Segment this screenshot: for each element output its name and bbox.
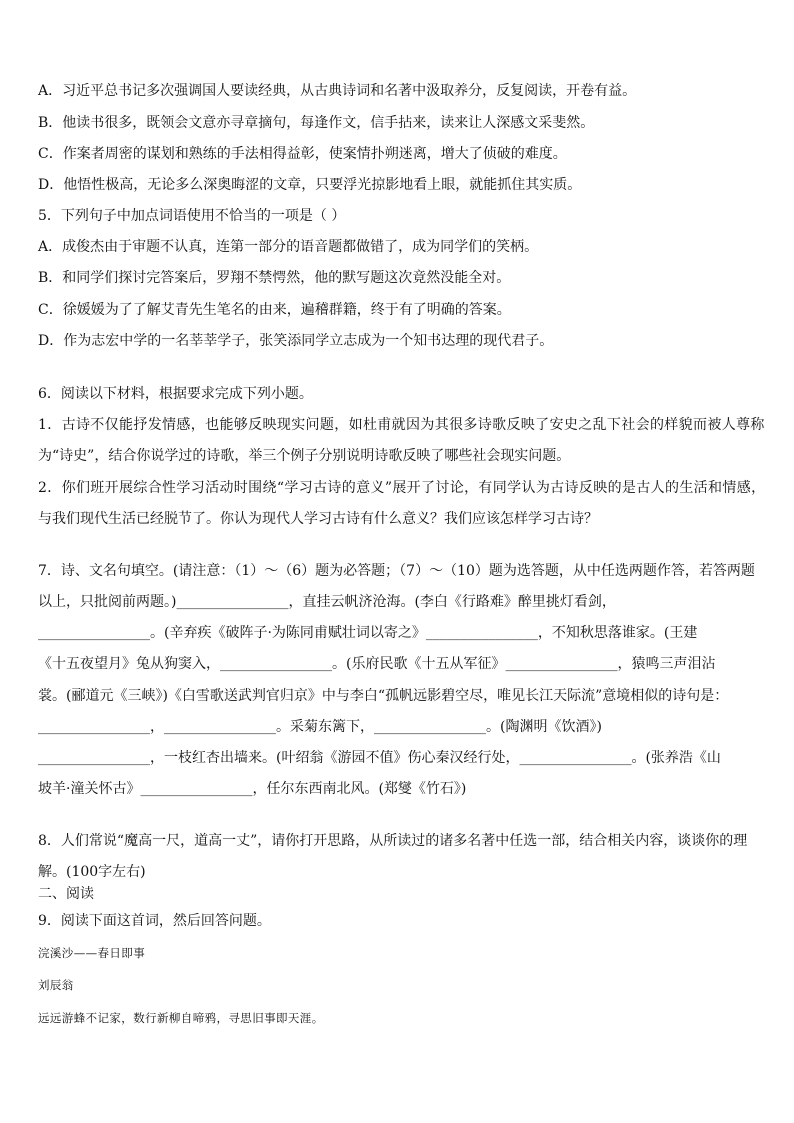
q5-option-b: B．和同学们探讨完答案后，罗翔不禁愕然，他的默写题这次竟然没能全对。 <box>38 270 511 286</box>
q5-option-c: C．徐媛媛为了了解艾青先生笔名的由来，遍稽群籍，终于有了明确的答案。 <box>38 302 511 318</box>
q6-item-2-line-2: 与我们现代生活已经脱节了。你认为现代人学习古诗有什么意义？我们应该怎样学习古诗？ <box>38 511 598 527</box>
question-7-line-5: 裳。(郦道元《三峡》)《白雪歌送武判官归京》中与李白“孤帆远影碧空尽，唯见长江天际流”意境相似的诗句是： <box>38 688 729 704</box>
question-7-line-7: ________________，一枝红杏出墙来。(叶绍翁《游园不值》伤心秦汉经行处，________________。(张养浩《山 <box>38 750 721 766</box>
question-7-line-4: 《十五夜望月》兔从狗窦入，________________。(乐府民歌《十五从军征》________________，猿鸣三声泪沾 <box>38 656 716 672</box>
question-7-line-2: 以上，只批阅前两题。)________________，直挂云帆济沧海。(李白《行路难》醉里挑灯看剑， <box>38 594 616 610</box>
question-7-line-6: ________________，________________。采菊东篱下，________________。(陶渊明《饮酒》) <box>38 719 602 735</box>
q5-option-a: A．成俊杰由于审题不认真，连第一部分的语音题都做错了，成为同学们的笑柄。 <box>38 239 539 255</box>
poem-author: 刘辰翁 <box>38 978 74 992</box>
question-6: 6．阅读以下材料，根据要求完成下列小题。 <box>38 386 313 402</box>
section-heading-reading: 二、阅读 <box>38 886 94 902</box>
option-b-line: B．他读书很多，既领会文意亦寻章摘句，每逢作文，信手拈来，读来让人深感文采斐然。 <box>38 115 595 131</box>
question-5: 5．下列句子中加点词语使用不恰当的一项是（ ） <box>38 208 346 224</box>
poem-line-1: 远远游蜂不记家，数行新柳自啼鸦，寻思旧事即天涯。 <box>38 1011 324 1025</box>
q5-option-d: D．作为志宏中学的一名莘莘学子，张笑添同学立志成为一个知书达理的现代君子。 <box>38 333 554 349</box>
q6-item-2-line-1: 2．你们班开展综合性学习活动时围绕“学习古诗的意义”展开了讨论，有同学认为古诗反映的是古人的生活和情感， <box>38 480 766 496</box>
option-c-line: C．作案者周密的谋划和熟练的手法相得益彰，使案情扑朔迷离，增大了侦破的难度。 <box>38 146 567 162</box>
option-a-line: A．习近平总书记多次强调国人要读经典，从古典诗词和名著中汲取养分，反复阅读，开卷有益。 <box>38 83 637 99</box>
q6-item-1-line-1: 1．古诗不仅能抒发情感，也能够反映现实问题，如杜甫就因为其很多诗歌反映了安史之乱下社会的样貌而被人尊称 <box>38 417 765 433</box>
question-9: 9．阅读下面这首词，然后回答问题。 <box>38 913 271 929</box>
question-8-line-1: 8．人们常说“魔高一尺，道高一丈”，请你打开思路，从所读过的诸多名著中任选一部，结合相关内容，谈谈你的理 <box>38 833 748 849</box>
q6-item-1-line-2: 为“诗史”，结合你说学过的诗歌，举三个例子分别说明诗歌反映了哪些社会现实问题。 <box>38 448 571 464</box>
question-8-line-2: 解。(100字左右) <box>38 864 146 880</box>
poem-title: 浣溪沙——春日即事 <box>38 946 146 960</box>
option-d-line: D．他悟性极高，无论多么深奥晦涩的文章，只要浮光掠影地看上眼，就能抓住其实质。 <box>38 177 582 193</box>
question-7-line-3: ________________。(辛弃疾《破阵子·为陈同甫赋壮词以寄之》________________，不知秋思落谁家。(王建 <box>38 625 698 641</box>
question-7-line-1: 7．诗、文名句填空。(请注意：（1）～（6）题为必答题；（7）～（10）题为选答题，从中任选两题作答，若答两题 <box>38 563 755 579</box>
question-7-line-8: 坡羊·潼关怀古》________________，任尔东西南北风。(郑燮《竹石》) <box>38 781 467 797</box>
